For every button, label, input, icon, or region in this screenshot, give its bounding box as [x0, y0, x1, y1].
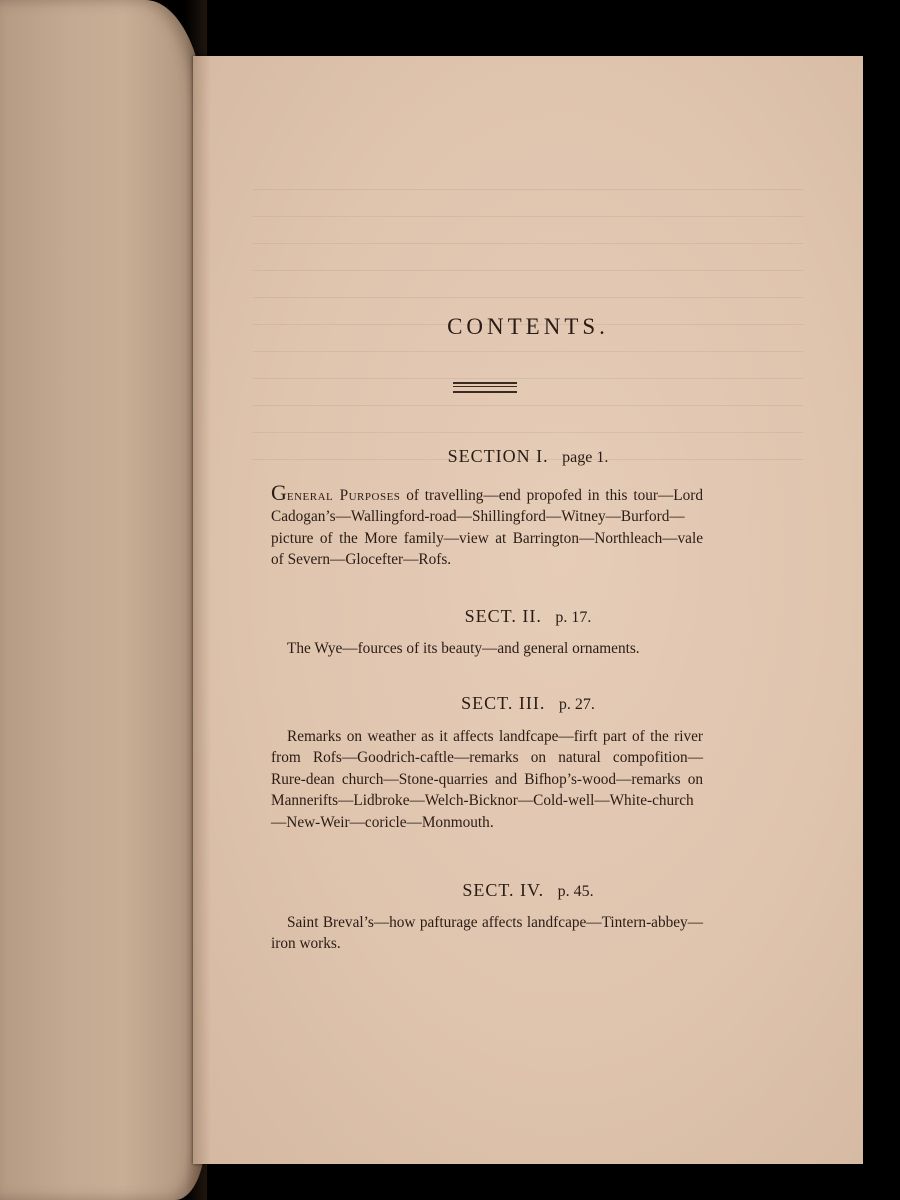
section-4-heading [193, 880, 863, 901]
section-4-text: Saint Breval’s—how pafturage affects landfcape—Tintern-abbey—iron works. [271, 914, 703, 953]
section-3-heading [193, 693, 863, 714]
section-3-summary [271, 726, 703, 833]
section-3-page: p. 27. [558, 696, 595, 713]
section-4-label: SECT. IV. [462, 880, 545, 900]
book-page [193, 56, 863, 1164]
section-2-page: p. 17. [555, 609, 592, 626]
section-1-summary [271, 482, 703, 571]
section-2-label: SECT. II. [464, 606, 542, 626]
section-1-heading [193, 446, 863, 467]
section-1-label: SECTION I. [447, 446, 549, 466]
section-1-text: of travelling—end propofed in this tour—Lord Cadogan’s—Wallingford-road—Shillingford—Witney—Burford—picture of the More family—view at Barrington—Northleach—vale of Severn—Glocefter—Rofs. [271, 487, 703, 569]
section-3-label: SECT. III. [461, 693, 546, 713]
section-1-page: page 1. [562, 449, 609, 466]
title-rule [453, 382, 517, 393]
facing-page [0, 0, 205, 1200]
section-1-initial: G [271, 480, 287, 505]
page-title: CONTENTS. [447, 314, 609, 339]
section-2-summary [271, 638, 703, 659]
section-1-lead: eneral Purposes [286, 487, 401, 504]
section-2-heading [193, 606, 863, 627]
section-4-summary [271, 912, 703, 955]
section-2-text: The Wye—fources of its beauty—and general ornaments. [287, 640, 640, 657]
section-4-page: p. 45. [557, 883, 594, 900]
section-3-text: Remarks on weather as it affects landfcape—firft part of the river from Rofs—Goodrich-caftle—remarks on natural compofition—Rure-dean church—Stone-quarries and Bifhop’s-wood—remarks on Mannerifts—Lidbroke—Welch-Bicknor—Cold-well—White-church—New-Weir—coricle—Monmouth. [271, 728, 703, 831]
